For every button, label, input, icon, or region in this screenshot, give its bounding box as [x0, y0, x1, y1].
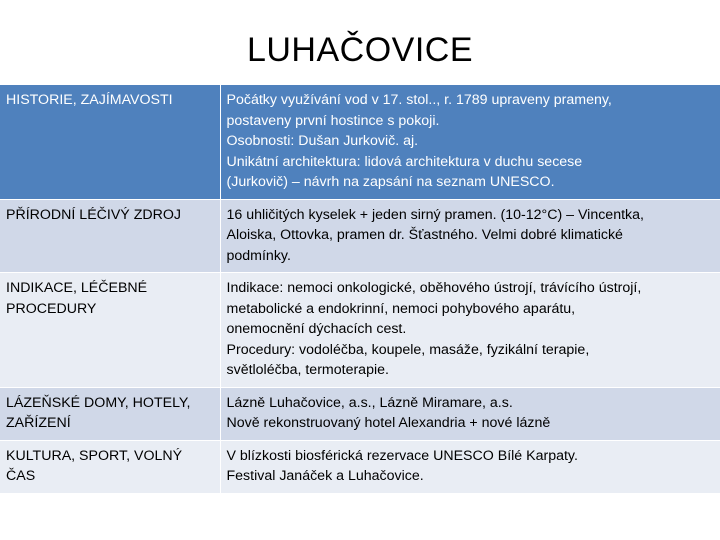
row-value — [220, 199, 720, 273]
slide-title: LUHAČOVICE — [246, 31, 474, 69]
row-label-line: ČAS — [6, 468, 36, 484]
table-row-kultura — [0, 440, 720, 493]
table-row-zdroj — [0, 199, 720, 273]
row-value-line: postaveny první hostince s pokoji. — [226, 112, 440, 129]
row-label-line: INDIKACE, LÉČEBNÉ — [6, 280, 148, 296]
row-value-line: 16 uhličitých kyselek + jeden sirný pramen. (10-12°C) – Vincentka, — [226, 206, 644, 223]
row-value-line: onemocnění dýchacích cest. — [226, 321, 407, 337]
row-value — [220, 273, 720, 388]
row-value-line: Lázně Luhačovice, a.s., Lázně Miramare, a.s. — [226, 394, 513, 411]
row-value-line: podmínky. — [226, 247, 291, 264]
table-row-lazenske-domy — [0, 387, 720, 440]
row-value-line: Indikace: nemoci onkologické, oběhového ústrojí, trávícího ústrojí, — [226, 280, 642, 296]
row-value-line: metabolické a endokrinní, nemoci pohybového aparátu, — [226, 300, 576, 317]
row-label — [0, 273, 220, 388]
row-label: PŘÍRODNÍ LÉČIVÝ ZDROJ — [0, 199, 220, 273]
row-value — [220, 85, 720, 200]
table-row-indikace — [0, 273, 720, 388]
row-label-line: LÁZEŇSKÉ DOMY, HOTELY, — [6, 394, 191, 411]
row-label — [0, 440, 220, 493]
row-value — [220, 387, 720, 440]
row-label-line: ZAŘÍZENÍ — [6, 415, 71, 431]
row-value-line: Osobnosti: Dušan Jurkovič. aj. — [226, 133, 419, 149]
row-value — [220, 440, 720, 493]
row-value-line: Unikátní architektura: lidová architektura v duchu secese — [226, 153, 583, 170]
row-value-line: (Jurkovič) – návrh na zapsání na seznam UNESCO. — [226, 174, 555, 190]
row-value-line: Festival Janáček a Luhačovice. — [226, 468, 424, 484]
row-value-line: Aloiska, Ottovka, pramen dr. Šťastného. Velmi dobré klimatické — [226, 227, 623, 243]
row-label — [0, 387, 220, 440]
info-table — [0, 84, 720, 493]
row-value-line: Nově rekonstruovaný hotel Alexandria + nové lázně — [226, 415, 551, 431]
row-value-line: Počátky využívání vod v 17. stol.., r. 1789 upraveny prameny, — [226, 92, 612, 108]
row-value-line: Procedury: vodoléčba, koupele, masáže, fyzikální terapie, — [226, 341, 590, 358]
row-label: HISTORIE, ZAJÍMAVOSTI — [0, 85, 220, 200]
row-value-line: V blízkosti biosférická rezervace UNESCO Bílé Karpaty. — [226, 447, 578, 464]
row-label-line: KULTURA, SPORT, VOLNÝ — [6, 447, 183, 464]
row-value-line: světloléčba, termoterapie. — [226, 362, 389, 378]
row-label-line: PROCEDURY — [6, 300, 97, 317]
table-row-historie — [0, 85, 720, 200]
